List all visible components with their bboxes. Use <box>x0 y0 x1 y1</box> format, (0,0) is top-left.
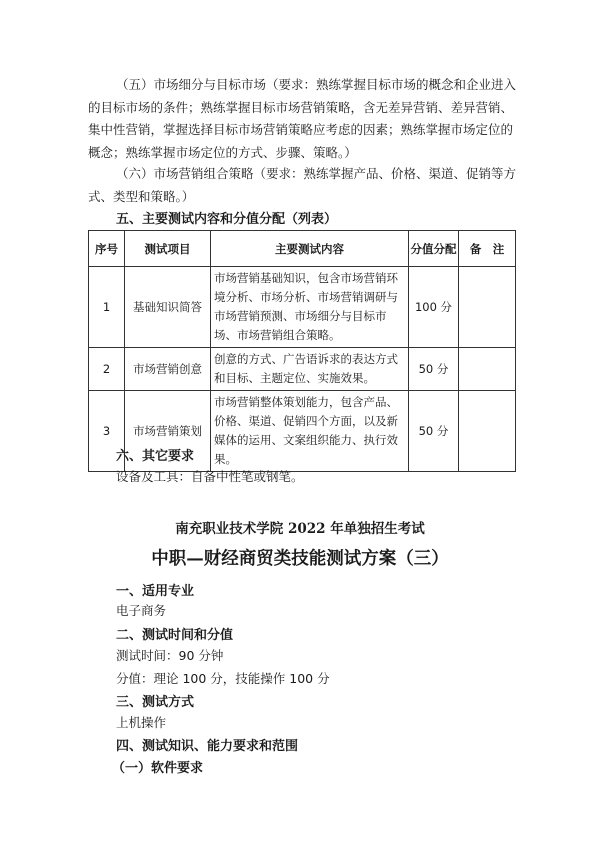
cell-note <box>459 391 516 472</box>
cell-content: 创意的方式、广告语诉求的表达方式和目标、主题定位、实施效果。 <box>211 348 409 391</box>
heading-test-method: 三、测试方式 <box>116 695 195 710</box>
section5-heading: 五、主要测试内容和分值分配（列表） <box>116 212 338 227</box>
section6-text: 设备及工具：自备中性笔或钢笔。 <box>116 469 304 484</box>
cell-score: 50 分 <box>409 348 459 391</box>
cell-item: 市场营销创意 <box>125 348 211 391</box>
header-note: 备 注 <box>459 231 516 267</box>
applicable-major-text: 电子商务 <box>116 603 167 618</box>
section6-heading: 六、其它要求 <box>116 449 195 464</box>
table-row <box>89 348 516 391</box>
cell-no: 1 <box>89 267 125 348</box>
cell-no: 2 <box>89 348 125 391</box>
cell-note <box>459 267 516 348</box>
subheading-software: （一）软件要求 <box>112 761 204 776</box>
header-score: 分值分配 <box>409 231 459 267</box>
test-method-text: 上机操作 <box>116 715 167 730</box>
score-text: 分值：理论 100 分，技能操作 100 分 <box>116 671 330 686</box>
exam-subtitle: 中职—财经商贸类技能测试方案（三） <box>151 549 449 569</box>
heading-applicable-major: 一、适用专业 <box>116 584 195 599</box>
header-item: 测试项目 <box>125 231 211 267</box>
table-row <box>89 267 516 348</box>
paragraph-marketing-mix <box>88 163 516 208</box>
cell-content: 市场营销基础知识，包含市场营销环境分析、市场分析、市场营销调研与市场营销预测、市场细分与目标市场、市场营销组合策略。 <box>211 267 409 348</box>
paragraph-text: （五）市场细分与目标市场（要求：熟练掌握目标市场的概念和企业进入的目标市场的条件；熟练掌握目标市场营销策略，含无差异营销、差异营销、集中性营销，掌握选择目标市场营销策略应考虑的因素；熟练掌握市场定位的概念；熟练掌握市场定位的方式、步骤、策略。） <box>88 77 517 160</box>
heading-test-time: 二、测试时间和分值 <box>116 628 234 643</box>
cell-note <box>459 348 516 391</box>
header-no: 序号 <box>89 231 125 267</box>
cell-no: 3 <box>89 391 125 472</box>
exam-title: 南充职业技术学院 2022 年单独招生考试 <box>175 521 425 537</box>
cell-item: 市场营销策划 <box>125 391 211 472</box>
cell-content: 市场营销整体策划能力，包含产品、价格、渠道、促销四个方面，以及新媒体的运用、文案组织能力、执行效果。 <box>211 391 409 472</box>
cell-score: 100 分 <box>409 267 459 348</box>
cell-item: 基础知识简答 <box>125 267 211 348</box>
paragraph-market-segmentation <box>88 74 516 164</box>
test-time-text: 测试时间：90 分钟 <box>116 648 224 663</box>
heading-knowledge-scope: 四、测试知识、能力要求和范围 <box>116 739 299 754</box>
paragraph-text: （六）市场营销组合策略（要求：熟练掌握产品、价格、渠道、促销等方式、类型和策略。） <box>88 166 517 204</box>
header-content: 主要测试内容 <box>211 231 409 267</box>
test-content-table <box>88 230 516 472</box>
cell-score: 50 分 <box>409 391 459 472</box>
table-header-row <box>89 231 516 267</box>
